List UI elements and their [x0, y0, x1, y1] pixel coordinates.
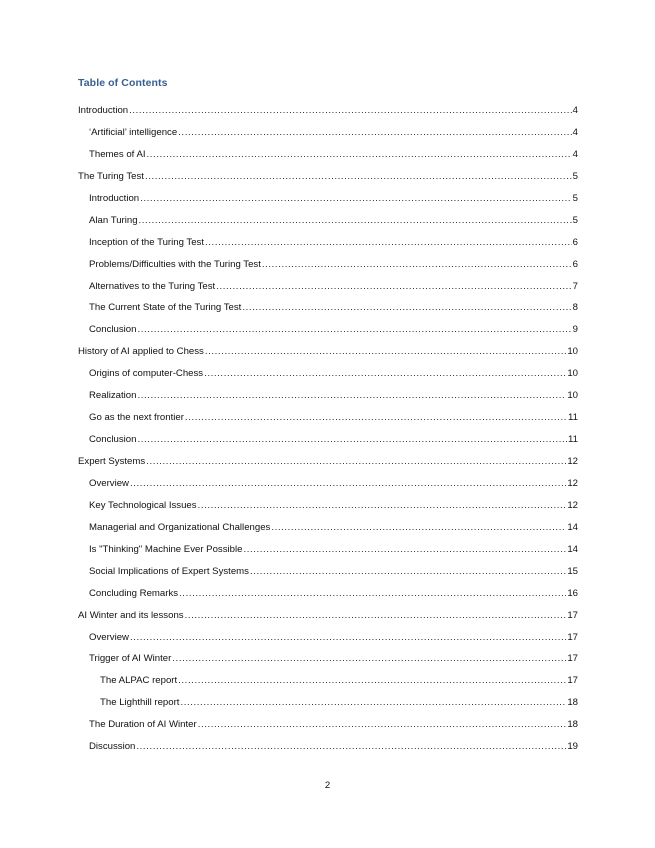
toc-entry-page-number: 8: [572, 302, 578, 314]
toc-entry-label: Overview: [89, 477, 129, 489]
toc-entry[interactable]: [78, 736, 578, 758]
toc-entry-page-number: 10: [567, 390, 578, 402]
toc-dot-leader: [178, 122, 571, 144]
toc-entry[interactable]: [78, 319, 578, 341]
toc-entry[interactable]: [78, 473, 578, 495]
toc-dot-leader: [198, 714, 567, 736]
toc-entry-page-number: 12: [567, 477, 578, 489]
toc-dot-leader: [179, 583, 566, 605]
toc-entry-label: Concluding Remarks: [89, 587, 179, 599]
toc-entry[interactable]: [78, 451, 578, 473]
toc-entry-page-number: 5: [572, 170, 578, 182]
toc-entry[interactable]: [78, 539, 578, 561]
toc-entry-page-number: 17: [567, 631, 578, 643]
toc-entry-page-number: 12: [567, 456, 578, 467]
toc-entry-page-number: 5: [572, 192, 578, 204]
toc-entry-page-number: 17: [567, 653, 578, 665]
toc-entry-page-number: 12: [567, 499, 578, 511]
toc-entry[interactable]: [78, 232, 578, 254]
toc-entry-label: The Current State of the Turing Test: [89, 302, 242, 314]
toc-entry[interactable]: [78, 166, 578, 188]
toc-entry[interactable]: [78, 692, 578, 714]
toc-entry-label: Conclusion: [89, 434, 137, 446]
toc-dot-leader: [139, 210, 572, 232]
toc-entry-page-number: 7: [572, 280, 578, 292]
toc-dot-leader: [205, 232, 572, 254]
toc-entry[interactable]: [78, 714, 578, 736]
toc-entry-label: ‘Artificial’ intelligence: [89, 126, 178, 138]
toc-entry-page-number: 6: [572, 258, 578, 270]
toc-entry[interactable]: [78, 276, 578, 298]
toc-dot-leader: [172, 648, 566, 670]
toc-dot-leader: [130, 627, 566, 649]
toc-dot-leader: [178, 670, 566, 692]
toc-dot-leader: [180, 692, 566, 714]
toc-entry[interactable]: [78, 517, 578, 539]
toc-dot-leader: [130, 473, 566, 495]
toc-entry-page-number: 5: [572, 214, 578, 226]
toc-entry-page-number: 14: [567, 521, 578, 533]
toc-entry-page-number: 4: [572, 105, 578, 116]
toc-entry[interactable]: [78, 627, 578, 649]
toc-entry[interactable]: [78, 495, 578, 517]
toc-entry-page-number: 18: [567, 697, 578, 709]
toc-list: [78, 100, 578, 758]
toc-entry-label: Trigger of AI Winter: [89, 653, 172, 665]
toc-entry-page-number: 19: [567, 741, 578, 753]
toc-dot-leader: [147, 144, 572, 166]
toc-entry-label: Social Implications of Expert Systems: [89, 565, 249, 577]
toc-entry-page-number: 18: [567, 719, 578, 731]
toc-entry[interactable]: [78, 188, 578, 210]
toc-entry-label: Overview: [89, 631, 129, 643]
toc-dot-leader: [129, 100, 572, 122]
toc-entry[interactable]: [78, 210, 578, 232]
toc-entry-label: History of AI applied to Chess: [78, 346, 204, 358]
toc-dot-leader: [242, 297, 571, 319]
toc-entry-label: Introduction: [78, 105, 129, 116]
toc-entry-page-number: 15: [567, 565, 578, 577]
toc-dot-leader: [204, 363, 566, 385]
toc-entry-label: Origins of computer-Chess: [89, 368, 204, 380]
toc-dot-leader: [140, 188, 572, 210]
page-number: 2: [324, 780, 331, 791]
toc-entry[interactable]: [78, 254, 578, 276]
toc-entry[interactable]: [78, 670, 578, 692]
toc-heading: Table of Contents: [78, 77, 168, 89]
toc-entry-page-number: 17: [567, 609, 578, 621]
toc-dot-leader: [250, 561, 566, 583]
toc-entry[interactable]: [78, 385, 578, 407]
toc-entry-page-number: 17: [567, 675, 578, 687]
toc-entry-label: Introduction: [89, 192, 140, 204]
toc-entry-label: Problems/Difficulties with the Turing Test: [89, 258, 261, 270]
toc-entry-page-number: 6: [572, 236, 578, 248]
toc-entry[interactable]: [78, 100, 578, 122]
toc-entry-label: Discussion: [89, 741, 136, 753]
toc-entry[interactable]: [78, 122, 578, 144]
toc-entry-page-number: 4: [572, 148, 578, 160]
toc-entry-page-number: 11: [568, 434, 578, 446]
toc-entry-page-number: 9: [572, 324, 578, 336]
toc-entry-label: Alan Turing: [89, 214, 138, 226]
toc-entry-page-number: 10: [567, 346, 578, 358]
toc-entry-label: Expert Systems: [78, 456, 146, 467]
toc-entry[interactable]: [78, 407, 578, 429]
toc-entry-page-number: 10: [567, 368, 578, 380]
toc-entry[interactable]: [78, 144, 578, 166]
toc-entry-label: Key Technological Issues: [89, 499, 197, 511]
toc-entry[interactable]: [78, 648, 578, 670]
toc-entry-page-number: 14: [567, 543, 578, 555]
toc-entry[interactable]: [78, 605, 578, 627]
toc-entry-page-number: 4: [572, 126, 578, 138]
toc-dot-leader: [185, 605, 567, 627]
toc-entry-page-number: 11: [568, 412, 578, 424]
toc-entry-label: The Lighthill report: [100, 697, 180, 709]
toc-dot-leader: [262, 254, 572, 276]
toc-entry-label: The Duration of AI Winter: [89, 719, 197, 731]
toc-entry[interactable]: [78, 297, 578, 319]
toc-entry[interactable]: [78, 429, 578, 451]
toc-entry-label: Realization: [89, 390, 137, 402]
toc-entry-label: Themes of AI: [89, 148, 146, 160]
toc-entry[interactable]: [78, 583, 578, 605]
toc-dot-leader: [136, 736, 566, 758]
toc-entry-label: AI Winter and its lessons: [78, 609, 184, 621]
toc-entry-label: Is "Thinking" Machine Ever Possible: [89, 543, 243, 555]
toc-dot-leader: [198, 495, 567, 517]
toc-entry[interactable]: [78, 363, 578, 385]
toc-entry-label: Inception of the Turing Test: [89, 236, 205, 248]
toc-entry-label: Managerial and Organizational Challenges: [89, 521, 271, 533]
toc-entry-label: Conclusion: [89, 324, 137, 336]
toc-dot-leader: [145, 166, 572, 188]
toc-dot-leader: [271, 517, 566, 539]
toc-dot-leader: [185, 407, 567, 429]
toc-entry-label: Go as the next frontier: [89, 412, 184, 424]
toc-dot-leader: [137, 429, 567, 451]
toc-entry-label: The Turing Test: [78, 170, 144, 182]
toc-entry-page-number: 16: [567, 587, 578, 599]
toc-dot-leader: [146, 451, 566, 473]
toc-dot-leader: [137, 385, 566, 407]
toc-entry[interactable]: [78, 561, 578, 583]
toc-entry-label: Alternatives to the Turing Test: [89, 280, 216, 292]
toc-entry[interactable]: [78, 341, 578, 363]
toc-dot-leader: [216, 276, 571, 298]
toc-dot-leader: [137, 319, 571, 341]
toc-entry-label: The ALPAC report: [100, 675, 178, 687]
toc-dot-leader: [243, 539, 566, 561]
toc-dot-leader: [205, 341, 566, 363]
